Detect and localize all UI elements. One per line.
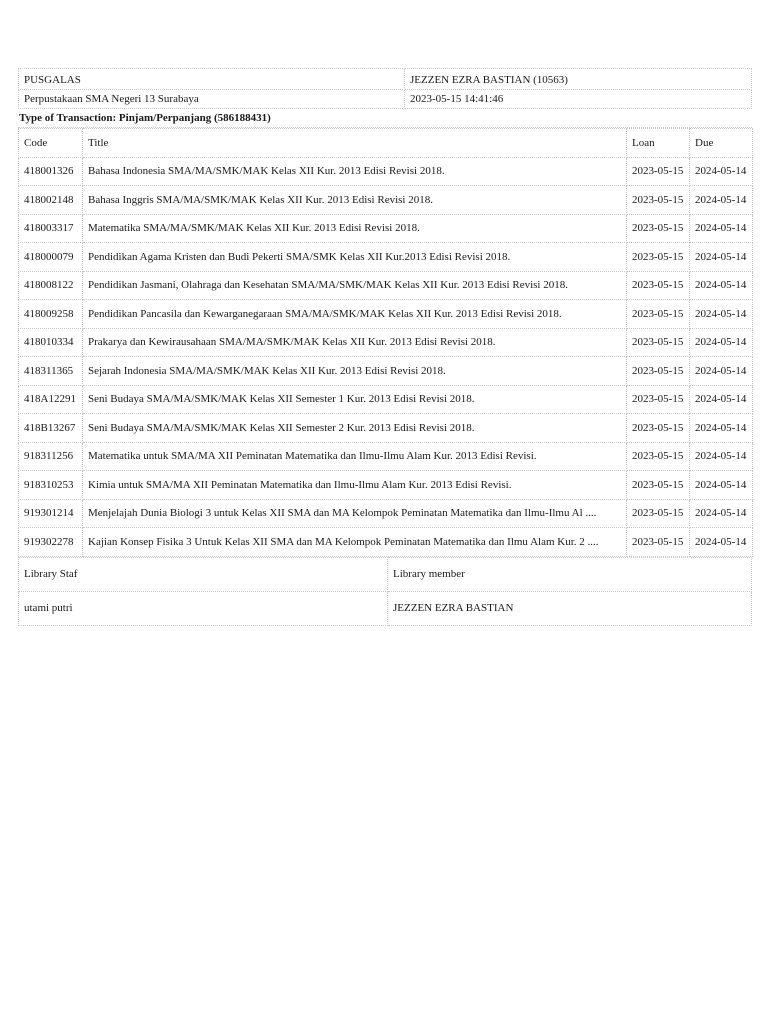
- table-row: [19, 214, 753, 243]
- table-row: [19, 442, 753, 471]
- item-due-date: 2024-05-14: [690, 499, 753, 528]
- item-loan-date: 2023-05-15: [627, 471, 690, 500]
- item-title: Kimia untuk SMA/MA XII Peminatan Matematika dan Ilmu-Ilmu Alam Kur. 2013 Edisi Revisi.: [83, 471, 627, 500]
- loan-receipt: [18, 68, 752, 626]
- item-title: Pendidikan Pancasila dan Kewarganegaraan SMA/MA/SMK/MAK Kelas XII Kur. 2013 Edisi Revisi 2018.: [83, 300, 627, 329]
- table-row: [19, 499, 753, 528]
- item-title: Prakarya dan Kewirausahaan SMA/MA/SMK/MAK Kelas XII Kur. 2013 Edisi Revisi 2018.: [83, 328, 627, 357]
- item-due-date: 2024-05-14: [690, 157, 753, 186]
- table-row: [19, 186, 753, 215]
- item-loan-date: 2023-05-15: [627, 214, 690, 243]
- item-title: Pendidikan Jasmani, Olahraga dan Kesehatan SMA/MA/SMK/MAK Kelas XII Kur. 2013 Edisi Revisi 2018.: [83, 271, 627, 300]
- table-row: [19, 300, 753, 329]
- item-due-date: 2024-05-14: [690, 300, 753, 329]
- table-row: [19, 414, 753, 443]
- table-header-row: [19, 129, 753, 158]
- item-code: 418311365: [19, 357, 83, 386]
- item-code: 418001326: [19, 157, 83, 186]
- item-code: 418B13267: [19, 414, 83, 443]
- item-due-date: 2024-05-14: [690, 214, 753, 243]
- column-header-code: Code: [19, 129, 83, 158]
- item-title: Bahasa Inggris SMA/MA/SMK/MAK Kelas XII Kur. 2013 Edisi Revisi 2018.: [83, 186, 627, 215]
- item-loan-date: 2023-05-15: [627, 243, 690, 272]
- item-code: 418002148: [19, 186, 83, 215]
- table-row: [19, 243, 753, 272]
- item-loan-date: 2023-05-15: [627, 528, 690, 557]
- item-code: 418000079: [19, 243, 83, 272]
- item-due-date: 2024-05-14: [690, 243, 753, 272]
- organization-name: PUSGALAS: [19, 69, 405, 90]
- table-row: [19, 157, 753, 186]
- item-loan-date: 2023-05-15: [627, 271, 690, 300]
- staff-name: utami putri: [19, 591, 388, 625]
- item-loan-date: 2023-05-15: [627, 300, 690, 329]
- item-title: Sejarah Indonesia SMA/MA/SMK/MAK Kelas XII Kur. 2013 Edisi Revisi 2018.: [83, 357, 627, 386]
- item-code: 418003317: [19, 214, 83, 243]
- table-row: [19, 471, 753, 500]
- item-loan-date: 2023-05-15: [627, 157, 690, 186]
- item-due-date: 2024-05-14: [690, 357, 753, 386]
- item-loan-date: 2023-05-15: [627, 414, 690, 443]
- item-title: Kajian Konsep Fisika 3 Untuk Kelas XII SMA dan MA Kelompok Peminatan Matematika dan Ilmu Alam Kur. 2 ....: [83, 528, 627, 557]
- member-signature-name: JEZZEN EZRA BASTIAN: [388, 591, 752, 625]
- transaction-datetime: 2023-05-15 14:41:46: [405, 90, 752, 109]
- table-row: [19, 385, 753, 414]
- column-header-loan: Loan: [627, 129, 690, 158]
- column-header-due: Due: [690, 129, 753, 158]
- staff-label: Library Staf: [19, 557, 388, 591]
- table-row: [19, 528, 753, 557]
- item-code: 418008122: [19, 271, 83, 300]
- item-due-date: 2024-05-14: [690, 442, 753, 471]
- item-due-date: 2024-05-14: [690, 328, 753, 357]
- item-code: 918311256: [19, 442, 83, 471]
- item-loan-date: 2023-05-15: [627, 357, 690, 386]
- member-name-id: JEZZEN EZRA BASTIAN (10563): [405, 69, 752, 90]
- signature-section: [18, 557, 752, 626]
- item-title: Bahasa Indonesia SMA/MA/SMK/MAK Kelas XII Kur. 2013 Edisi Revisi 2018.: [83, 157, 627, 186]
- library-name: Perpustakaan SMA Negeri 13 Surabaya: [19, 90, 405, 109]
- item-loan-date: 2023-05-15: [627, 385, 690, 414]
- item-loan-date: 2023-05-15: [627, 442, 690, 471]
- item-due-date: 2024-05-14: [690, 471, 753, 500]
- item-code: 919302278: [19, 528, 83, 557]
- transaction-type: Type of Transaction: Pinjam/Perpanjang (586188431): [18, 109, 752, 128]
- item-title: Seni Budaya SMA/MA/SMK/MAK Kelas XII Semester 2 Kur. 2013 Edisi Revisi 2018.: [83, 414, 627, 443]
- item-title: Seni Budaya SMA/MA/SMK/MAK Kelas XII Semester 1 Kur. 2013 Edisi Revisi 2018.: [83, 385, 627, 414]
- item-title: Menjelajah Dunia Biologi 3 untuk Kelas XII SMA dan MA Kelompok Peminatan Matematika dan Ilmu-Ilmu Al ....: [83, 499, 627, 528]
- item-code: 418009258: [19, 300, 83, 329]
- table-row: [19, 271, 753, 300]
- item-loan-date: 2023-05-15: [627, 186, 690, 215]
- table-row: [19, 357, 753, 386]
- item-loan-date: 2023-05-15: [627, 499, 690, 528]
- item-code: 418A12291: [19, 385, 83, 414]
- item-title: Matematika untuk SMA/MA XII Peminatan Matematika dan Ilmu-Ilmu Alam Kur. 2013 Edisi Revisi.: [83, 442, 627, 471]
- loan-items-table: [18, 128, 753, 557]
- item-due-date: 2024-05-14: [690, 271, 753, 300]
- item-code: 918310253: [19, 471, 83, 500]
- receipt-header: [18, 68, 752, 109]
- item-code: 919301214: [19, 499, 83, 528]
- column-header-title: Title: [83, 129, 627, 158]
- table-row: [19, 328, 753, 357]
- item-loan-date: 2023-05-15: [627, 328, 690, 357]
- item-due-date: 2024-05-14: [690, 528, 753, 557]
- item-due-date: 2024-05-14: [690, 186, 753, 215]
- item-code: 418010334: [19, 328, 83, 357]
- item-due-date: 2024-05-14: [690, 414, 753, 443]
- item-title: Pendidikan Agama Kristen dan Budi Pekerti SMA/SMK Kelas XII Kur.2013 Edisi Revisi 2018.: [83, 243, 627, 272]
- member-label: Library member: [388, 557, 752, 591]
- item-due-date: 2024-05-14: [690, 385, 753, 414]
- item-title: Matematika SMA/MA/SMK/MAK Kelas XII Kur. 2013 Edisi Revisi 2018.: [83, 214, 627, 243]
